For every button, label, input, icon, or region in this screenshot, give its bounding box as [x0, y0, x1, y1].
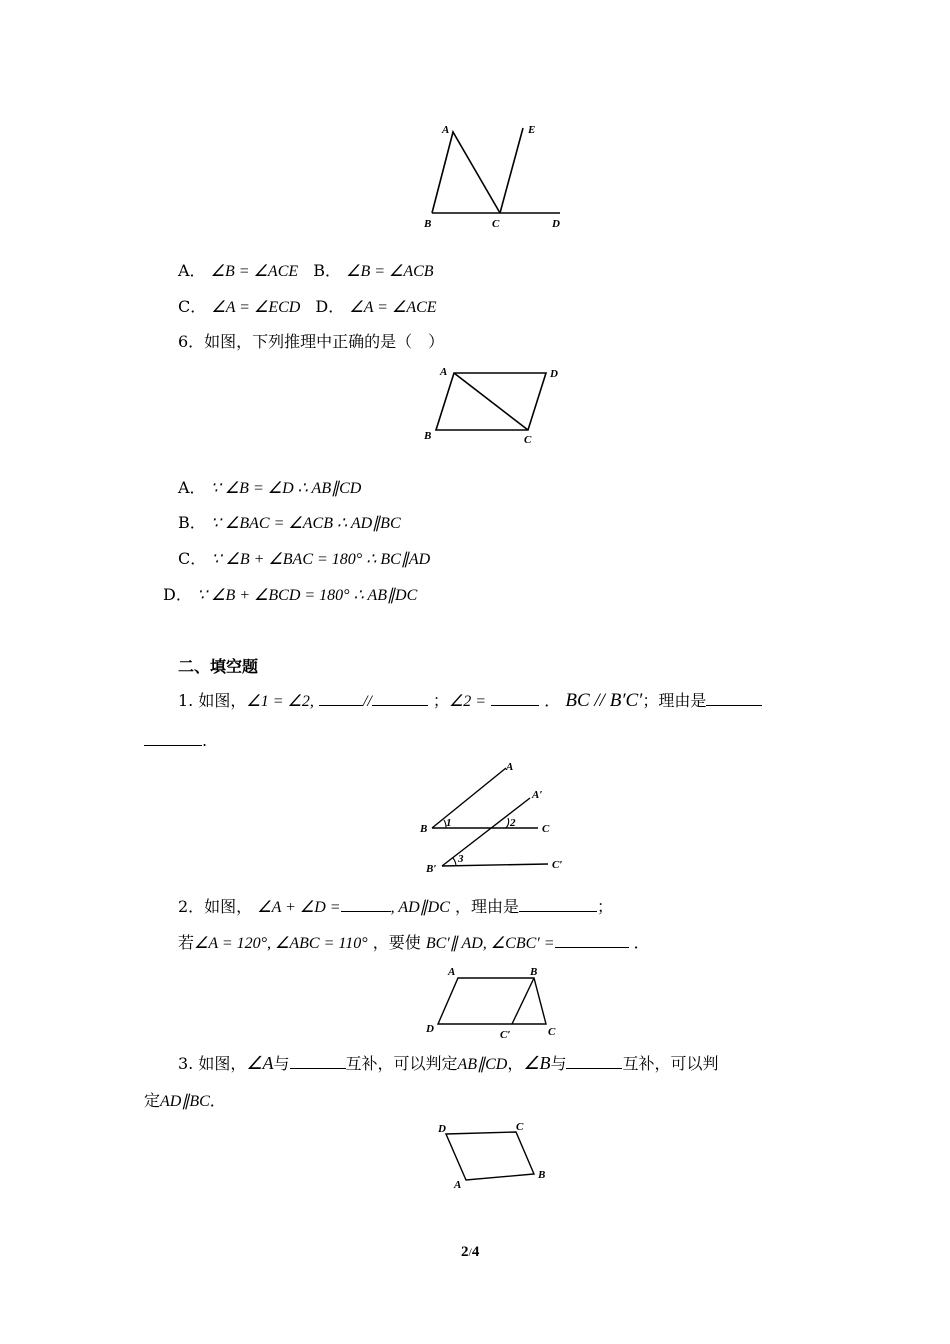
- f3-angle-b: ∠B: [523, 1053, 551, 1073]
- fig-f1-arc-3: [453, 858, 456, 866]
- f3-hubu-2: 互补，可以判: [622, 1054, 719, 1073]
- f2-if: 若: [178, 933, 195, 952]
- f3-blank-1[interactable]: [290, 1054, 346, 1069]
- fig-f2-label-c: C: [548, 1026, 556, 1038]
- f1-blank-4[interactable]: [706, 691, 762, 706]
- fig-f2-label-a: A: [448, 966, 456, 978]
- figure-f1: [420, 756, 580, 876]
- f3-ding: 定: [144, 1091, 161, 1110]
- f3-angle-a: ∠A: [246, 1053, 274, 1073]
- f1-blank-1[interactable]: [319, 691, 363, 706]
- f1-bcpar: BC // B′C′: [565, 690, 643, 711]
- q6-opt-a: [178, 477, 361, 500]
- fig-q5-label-e: E: [528, 124, 536, 136]
- q6-opt-d: [163, 584, 417, 607]
- fig-q6-label-b: B: [424, 430, 432, 442]
- fig-f1-label-a2: A′: [532, 789, 543, 801]
- f2-blank-3[interactable]: [555, 933, 629, 948]
- page-total: 4: [471, 1244, 480, 1260]
- f1-eq: ∠2 =: [448, 693, 487, 710]
- fig-q5-lines: [432, 132, 500, 213]
- fig-f3-label-d: D: [438, 1123, 446, 1135]
- f2-expr: ∠A + ∠D =: [257, 899, 341, 916]
- f3-blank-2[interactable]: [566, 1054, 622, 1069]
- q6-opt-a-expr: ∵ ∠B = ∠D ∴ AB∥CD: [210, 480, 362, 497]
- f3-line-1: [178, 1052, 719, 1076]
- fig-f3-label-b: B: [538, 1169, 546, 1181]
- q5-opt-b-letter: B．: [313, 261, 341, 280]
- f2-mid: ，要使: [372, 933, 421, 952]
- fig-f1-label-1: 1: [446, 817, 452, 829]
- q6-opt-b: [178, 512, 401, 535]
- q5-opt-d-letter: D．: [315, 297, 345, 316]
- f1-num: 1. 如图，: [178, 691, 247, 710]
- q5-opt-d-expr: ∠A = ∠ACE: [349, 299, 437, 316]
- fig-f2-bc2: [512, 978, 534, 1024]
- fig-q5-label-d: D: [552, 218, 560, 230]
- f2-expr-3: BC′∥ AD, ∠CBC′ =: [425, 935, 555, 952]
- f3-num: 3. 如图，: [178, 1054, 247, 1073]
- f2-end-2: ．: [633, 933, 650, 952]
- f1-dot: ．: [544, 691, 561, 710]
- q5-row-2: [178, 296, 437, 319]
- q6-opt-c-expr: ∵ ∠B + ∠BAC = 180° ∴ BC∥AD: [211, 551, 431, 568]
- fig-q5-label-b: B: [424, 218, 432, 230]
- figure-q5: [420, 120, 570, 230]
- f1-blank-2[interactable]: [372, 691, 428, 706]
- q5-opt-a-letter: A．: [178, 261, 206, 280]
- f2-reason: ，理由是: [454, 897, 519, 916]
- f3-yu-2: 与: [550, 1054, 567, 1073]
- q6-opt-b-expr: ∵ ∠BAC = ∠ACB ∴ AD∥BC: [210, 515, 401, 532]
- f3-end: ．: [209, 1091, 226, 1110]
- f3-adbc: AD∥BC: [160, 1093, 210, 1110]
- q5-opt-c-letter: C．: [178, 297, 207, 316]
- f3-line-2: [144, 1090, 226, 1113]
- f2-num: 2．如图，: [178, 897, 253, 916]
- fig-f3-label-a: A: [454, 1179, 462, 1191]
- fig-f1-label-a: A: [506, 761, 514, 773]
- page-number: [461, 1244, 479, 1261]
- fig-f1-label-b2: B′: [426, 863, 437, 875]
- fig-f1-label-3: 3: [458, 853, 464, 865]
- fig-q5-label-c: C: [492, 218, 500, 230]
- figure-f2: [420, 962, 570, 1042]
- fig-f1-b2a2: [442, 798, 530, 866]
- f3-hubu: 互补，可以判定: [345, 1054, 458, 1073]
- f2-expr-2: ∠A = 120°, ∠ABC = 110°: [194, 935, 368, 952]
- fig-f2-label-b: B: [530, 966, 538, 978]
- fig-f1-arc-2: [506, 818, 509, 828]
- q6-opt-b-letter: B．: [178, 513, 206, 532]
- q6-opt-c: [178, 548, 430, 571]
- section2-title: 二、填空题: [178, 657, 259, 676]
- q5-opt-a-expr: ∠B = ∠ACE: [210, 263, 299, 280]
- f1-cond: ∠1 = ∠2,: [246, 693, 314, 710]
- figure-f3: [432, 1118, 562, 1198]
- fig-q6-label-c: C: [524, 434, 532, 446]
- f1-semi: ；: [432, 691, 449, 710]
- fig-q6-label-d: D: [550, 368, 558, 380]
- f2-line-1: [178, 896, 613, 919]
- fig-f3-label-c: C: [516, 1121, 524, 1133]
- fig-q5-ce: [500, 128, 523, 213]
- f1-end: .: [202, 731, 208, 750]
- f2-blank-2[interactable]: [519, 897, 597, 912]
- f1-line-2: [144, 730, 207, 752]
- q6-opt-d-letter: D．: [163, 585, 192, 604]
- f2-par: , AD∥DC: [390, 899, 450, 916]
- fig-f1-label-2: 2: [510, 817, 516, 829]
- f1-blank-5[interactable]: [144, 731, 202, 746]
- page-sep: /: [468, 1245, 472, 1259]
- fig-f2-label-c2: C′: [500, 1029, 511, 1041]
- f1-blank-3[interactable]: [491, 691, 539, 706]
- q6-stem: 6．如图，下列推理中正确的是（ ）: [178, 332, 445, 351]
- page-current: 2: [461, 1244, 469, 1260]
- q5-opt-b-expr: ∠B = ∠ACB: [346, 263, 434, 280]
- f2-line-2: [178, 932, 650, 955]
- fig-f2-trapezoid: [438, 978, 546, 1024]
- fig-f1-ba: [432, 768, 506, 828]
- fig-q6-label-a: A: [440, 366, 448, 378]
- fig-f1-label-c: C: [542, 823, 550, 835]
- q5-opt-c-expr: ∠A = ∠ECD: [211, 299, 301, 316]
- f2-end: ；: [596, 897, 613, 916]
- figure-q6: [420, 362, 570, 447]
- f3-comma: ，: [507, 1054, 524, 1073]
- q6-opt-d-expr: ∵ ∠B + ∠BCD = 180° ∴ AB∥DC: [196, 587, 418, 604]
- f3-abcd: AB∥CD: [457, 1056, 508, 1073]
- q6-opt-c-letter: C．: [178, 549, 207, 568]
- q5-row-1: [178, 260, 434, 283]
- fig-f1-label-c2: C′: [552, 859, 563, 871]
- f1-par: //: [362, 693, 372, 710]
- f1-line-1: [178, 690, 762, 713]
- fig-f2-label-d: D: [426, 1023, 434, 1035]
- fig-f1-label-b: B: [420, 823, 428, 835]
- q6-opt-a-letter: A．: [178, 478, 206, 497]
- fig-q5-label-a: A: [442, 124, 450, 136]
- f3-yu: 与: [273, 1054, 290, 1073]
- f2-blank-1[interactable]: [341, 897, 391, 912]
- f1-reason: ；理由是: [642, 691, 707, 710]
- fig-q6-diagonal: [454, 373, 528, 430]
- fig-f3-parallelogram: [446, 1132, 534, 1180]
